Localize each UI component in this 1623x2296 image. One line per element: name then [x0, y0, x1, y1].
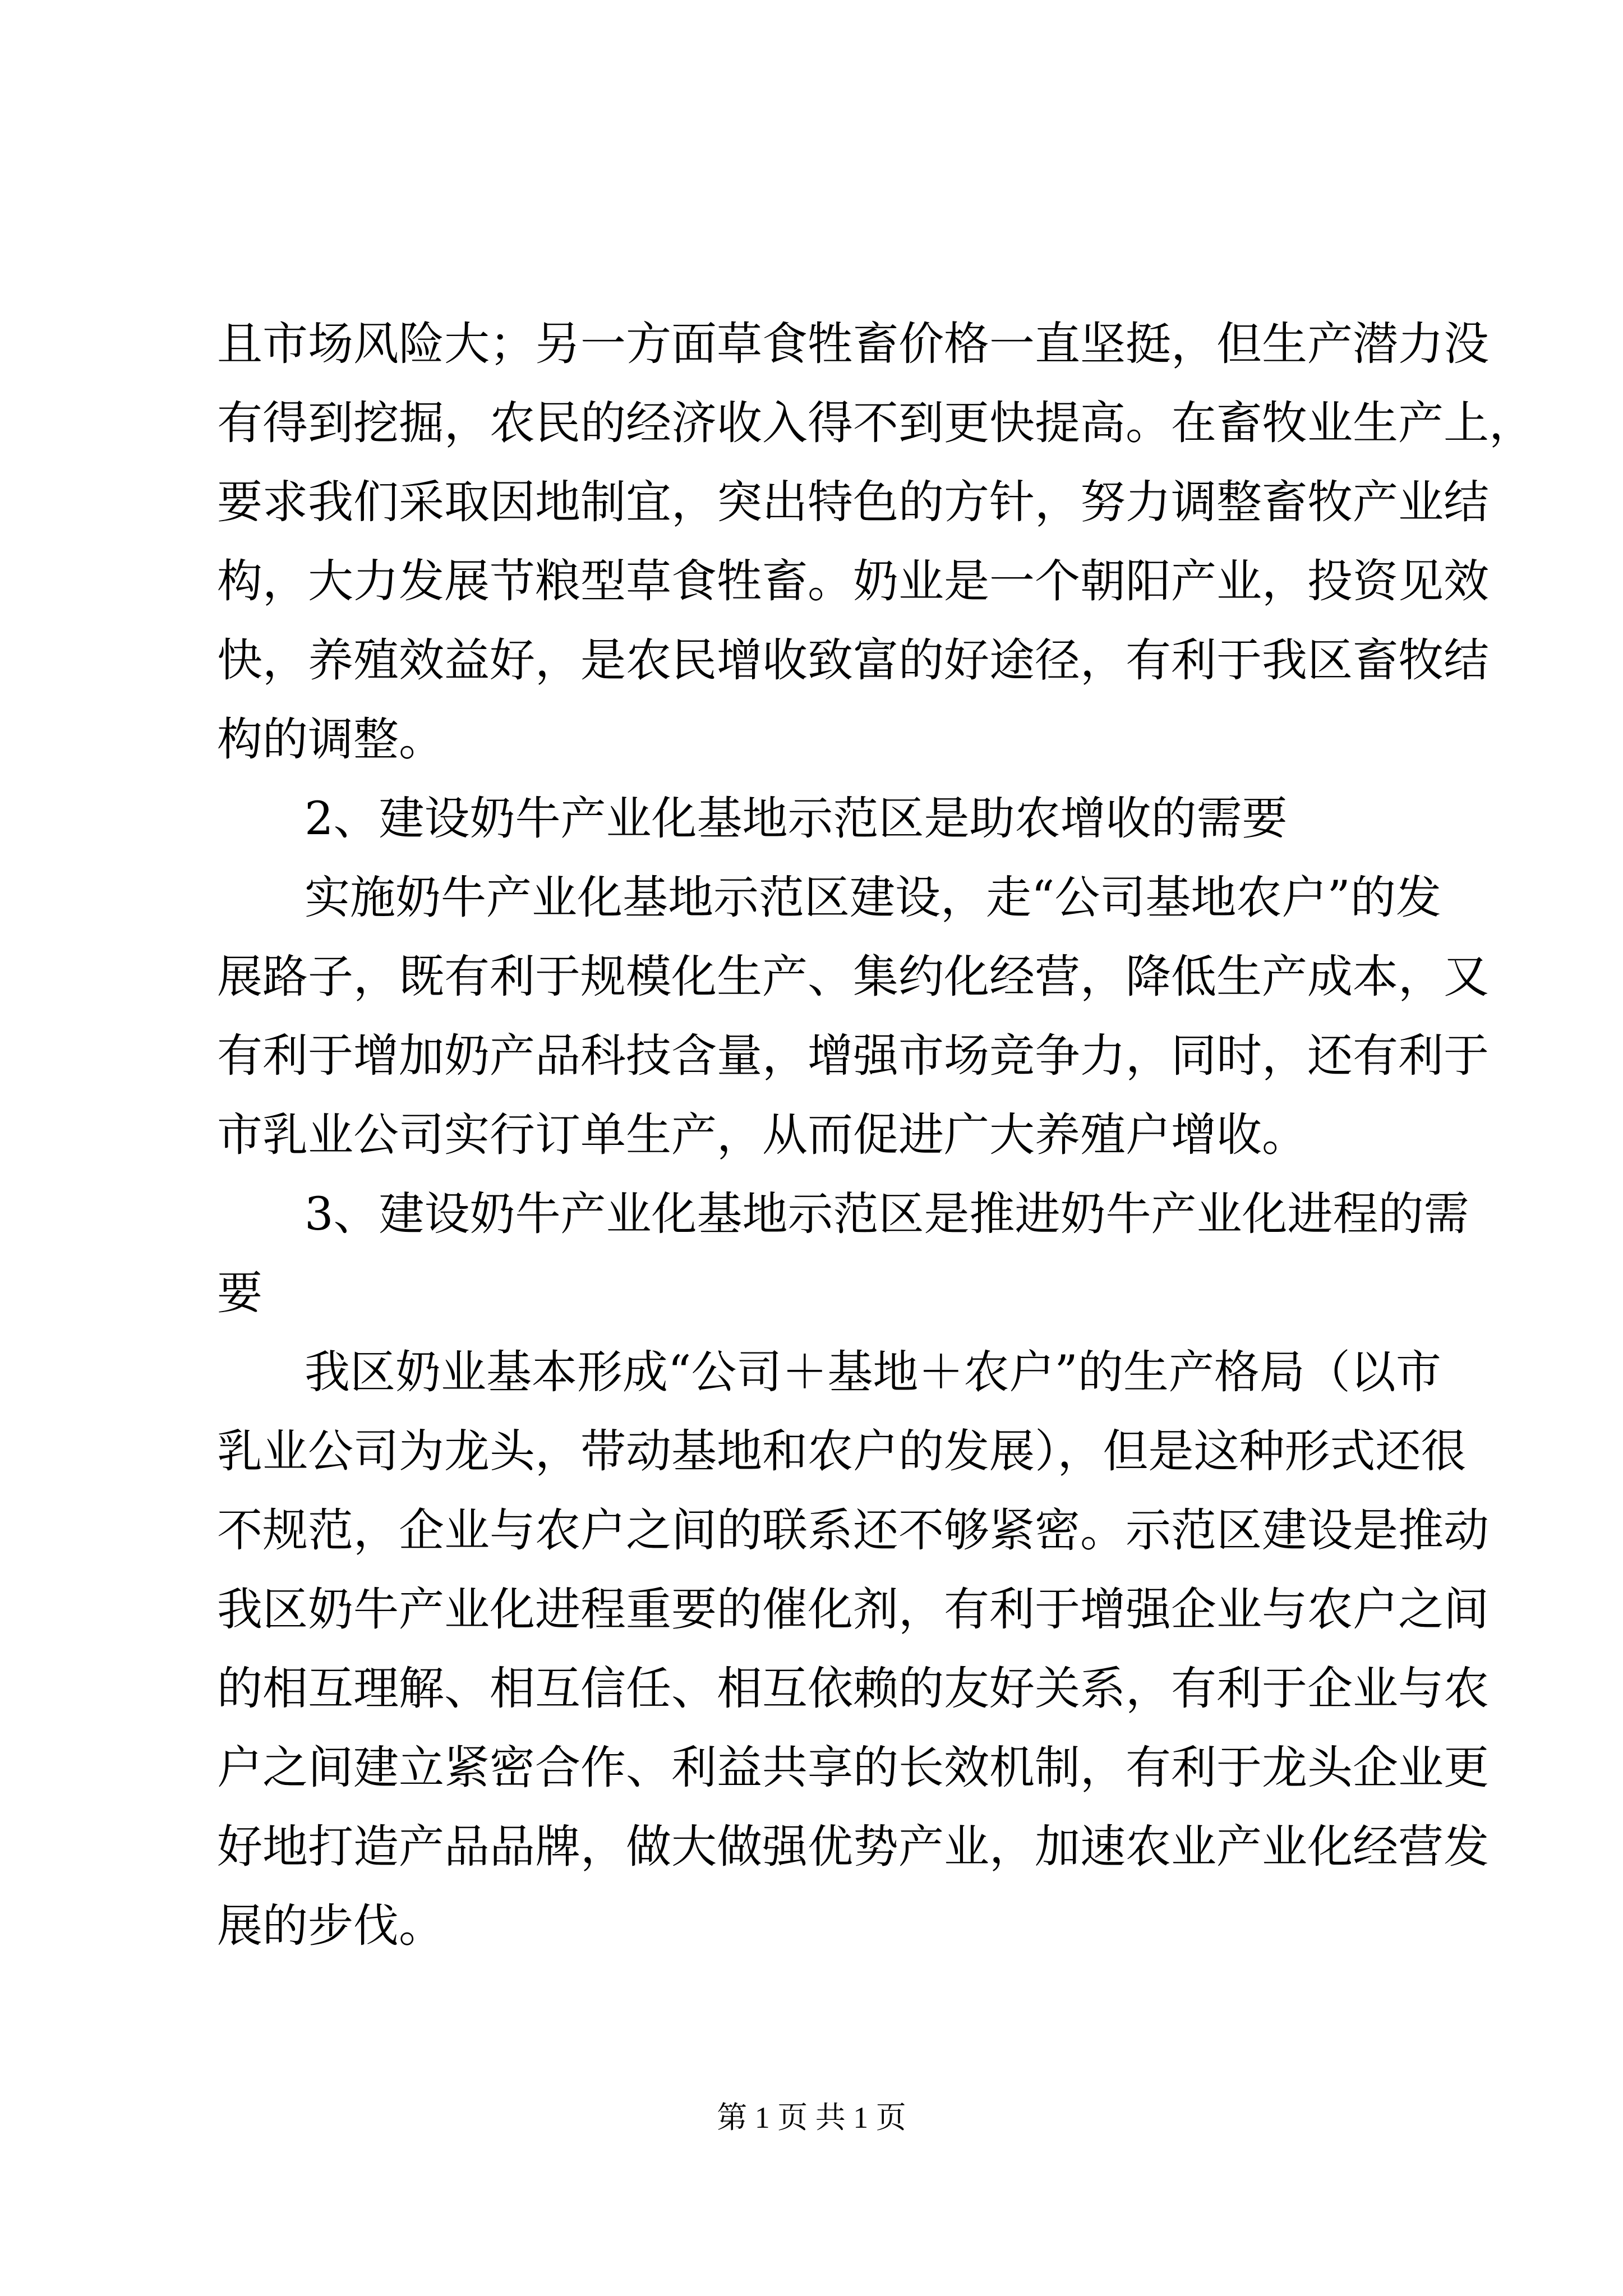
text-line: 市乳业公司实行订单生产，从而促进广大养殖户增收。 — [217, 1109, 1308, 1162]
section-heading-continuation: 要 — [217, 1267, 263, 1320]
text-line: 有利于增加奶产品科技含量，增强市场竞争力，同时，还有利于 — [217, 1030, 1490, 1083]
text-line: 要求我们采取因地制宜，突出特色的方针，努力调整畜牧产业结 — [217, 476, 1490, 529]
text-line: 乳业公司为龙头，带动基地和农户的发展），但是这种形式还很 — [217, 1425, 1467, 1478]
text-line: 构，大力发展节粮型草食牲畜。奶业是一个朝阳产业，投资见效 — [217, 555, 1490, 608]
text-line: 实施奶牛产业化基地示范区建设，走“公司基地农户”的发 — [305, 872, 1441, 924]
text-line: 展的步伐。 — [217, 1900, 445, 1953]
text-line: 构的调整。 — [217, 714, 445, 766]
text-line: 且市场风险大；另一方面草食牲畜价格一直坚挺，但生产潜力没 — [217, 318, 1490, 371]
page-number-footer: 第 1 页 共 1 页 — [717, 2101, 906, 2134]
section-heading: 2、建设奶牛产业化基地示范区是助农增收的需要 — [305, 793, 1288, 845]
text-line: 我区奶牛产业化进程重要的催化剂，有利于增强企业与农户之间 — [217, 1584, 1490, 1636]
text-line: 的相互理解、相互信任、相互依赖的友好关系，有利于企业与农 — [217, 1663, 1490, 1715]
text-line: 有得到挖掘，农民的经济收入得不到更快提高。在畜牧业生产上， — [217, 397, 1535, 450]
text-line: 不规范，企业与农户之间的联系还不够紧密。示范区建设是推动 — [217, 1504, 1490, 1557]
text-line: 好地打造产品品牌，做大做强优势产业，加速农业产业化经营发 — [217, 1821, 1490, 1874]
text-line: 快，养殖效益好，是农民增收致富的好途径，有利于我区畜牧结 — [217, 634, 1490, 687]
text-line: 展路子，既有利于规模化生产、集约化经营，降低生产成本，又 — [217, 951, 1490, 1004]
text-line: 户之间建立紧密合作、利益共享的长效机制，有利于龙头企业更 — [217, 1742, 1490, 1795]
section-heading: 3、建设奶牛产业化基地示范区是推进奶牛产业化进程的需 — [305, 1188, 1469, 1241]
text-line: 我区奶业基本形成“公司＋基地＋农户”的生产格局（以市 — [305, 1346, 1441, 1399]
